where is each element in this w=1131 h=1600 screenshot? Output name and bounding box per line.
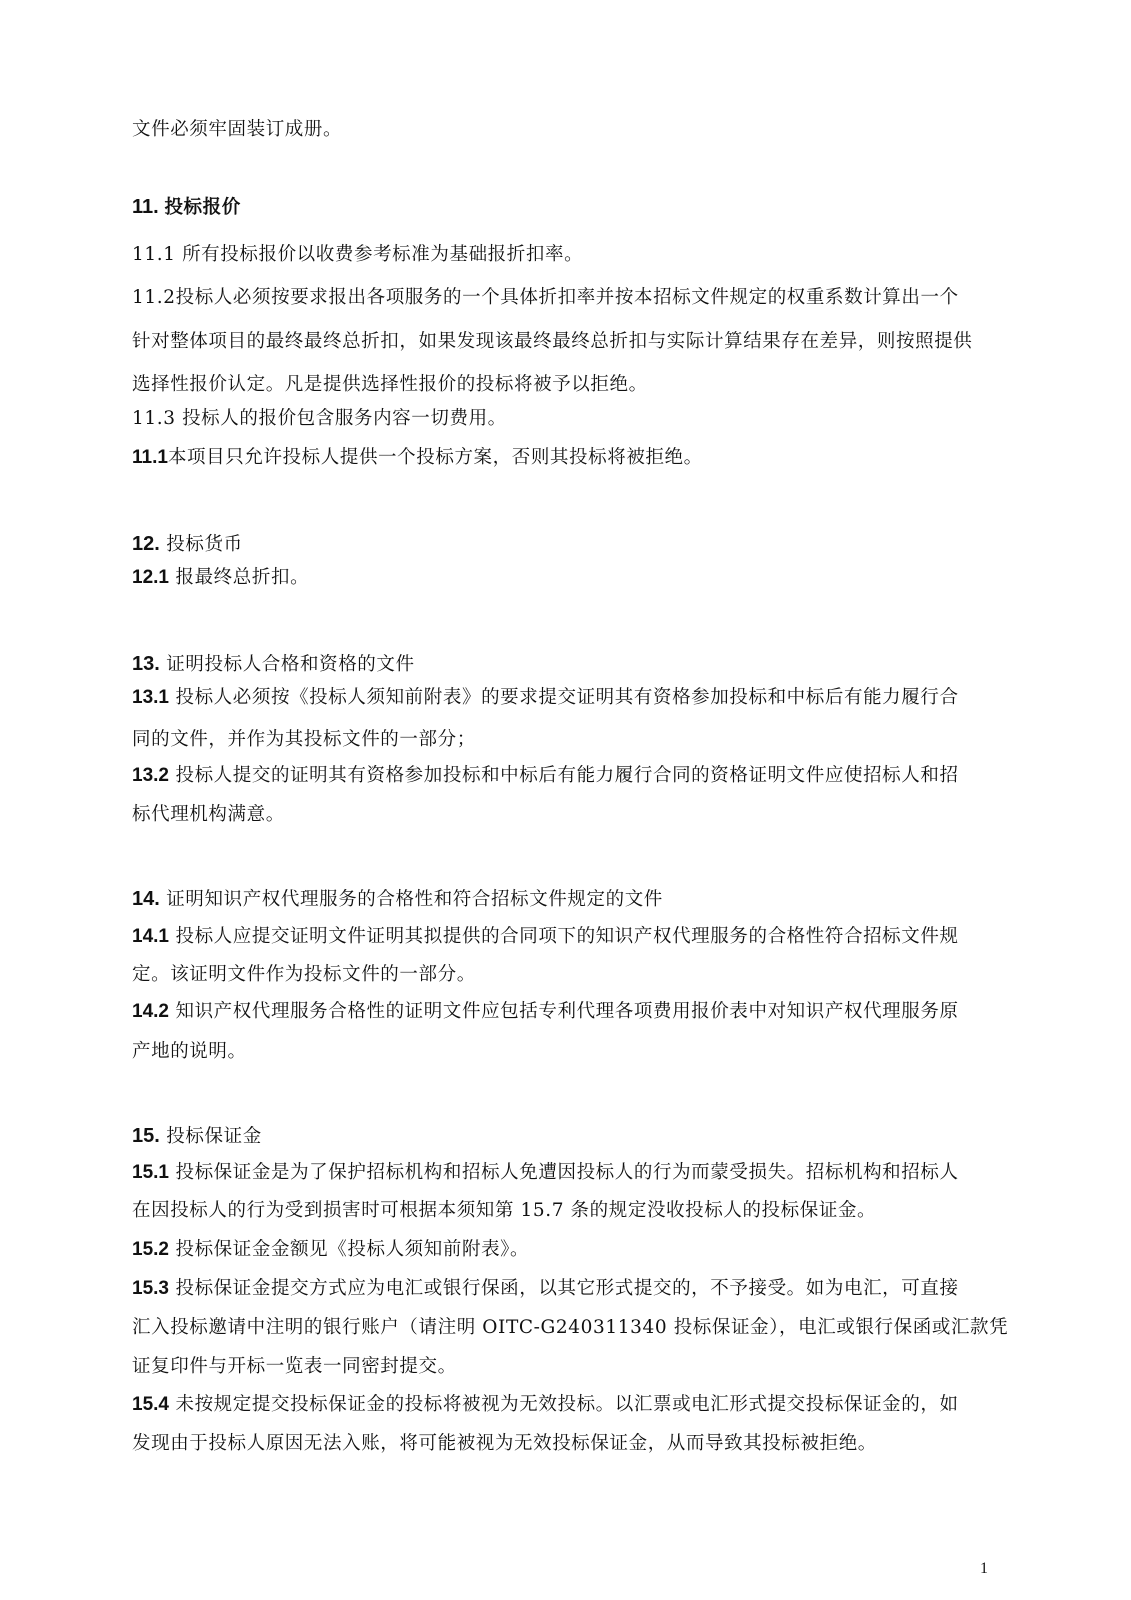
- clause-line: 13.1 投标人必须按《投标人须知前附表》的要求提交证明其有资格参加投标和中标后有能力履行合: [132, 687, 959, 708]
- text-line: 标代理机构满意。: [132, 804, 285, 825]
- clause-line: 14.2 知识产权代理服务合格性的证明文件应包括专利代理各项费用报价表中对知识产权代理服务原: [132, 1001, 959, 1022]
- page-number: 1: [980, 1560, 988, 1577]
- text-line: 文件必须牢固装订成册。: [132, 119, 343, 140]
- text-line: 证复印件与开标一览表一同密封提交。: [132, 1356, 457, 1377]
- clause-line: 15.4 未按规定提交投标保证金的投标将被视为无效投标。以汇票或电汇形式提交投标保证金的，如: [132, 1394, 959, 1415]
- text-line: 11.3 投标人的报价包含服务内容一切费用。: [132, 408, 507, 429]
- text-line: 选择性报价认定。凡是提供选择性报价的投标将被予以拒绝。: [132, 374, 648, 395]
- section-heading-11: 11. 投标报价: [132, 196, 241, 218]
- clause-line: 12.1 报最终总折扣。: [132, 567, 310, 588]
- text-line: 同的文件，并作为其投标文件的一部分；: [132, 729, 476, 750]
- clause-line: 11.1本项目只允许投标人提供一个投标方案，否则其投标将被拒绝。: [132, 447, 703, 468]
- text-line: 11.1 所有投标报价以收费参考标准为基础报折扣率。: [132, 244, 584, 265]
- text-line: 汇入投标邀请中注明的银行账户（请注明 OITC-G240311340 投标保证金），电汇或银行保函或汇款凭: [132, 1317, 1009, 1338]
- text-line: 定。该证明文件作为投标文件的一部分。: [132, 964, 476, 985]
- section-heading-13: 13. 证明投标人合格和资格的文件: [132, 653, 415, 675]
- section-heading-12: 12. 投标货币: [132, 533, 243, 555]
- text-line: 11.2投标人必须按要求报出各项服务的一个具体折扣率并按本招标文件规定的权重系数计算出一个: [132, 287, 959, 308]
- clause-line: 15.3 投标保证金提交方式应为电汇或银行保函，以其它形式提交的，不予接受。如为电汇，可直接: [132, 1278, 959, 1299]
- clause-line: 15.1 投标保证金是为了保护招标机构和招标人免遭因投标人的行为而蒙受损失。招标机构和招标人: [132, 1162, 959, 1183]
- clause-line: 13.2 投标人提交的证明其有资格参加投标和中标后有能力履行合同的资格证明文件应使招标人和招: [132, 765, 959, 786]
- text-line: 发现由于投标人原因无法入账，将可能被视为无效投标保证金，从而导致其投标被拒绝。: [132, 1433, 877, 1454]
- clause-line: 15.2 投标保证金金额见《投标人须知前附表》。: [132, 1239, 530, 1260]
- text-line: 针对整体项目的最终最终总折扣，如果发现该最终最终总折扣与实际计算结果存在差异，则按照提供: [132, 331, 973, 352]
- text-line: 在因投标人的行为受到损害时可根据本须知第 15.7 条的规定没收投标人的投标保证金。: [132, 1200, 877, 1221]
- text-line: 产地的说明。: [132, 1041, 247, 1062]
- section-heading-14: 14. 证明知识产权代理服务的合格性和符合招标文件规定的文件: [132, 888, 663, 910]
- section-heading-15: 15. 投标保证金: [132, 1125, 262, 1147]
- clause-line: 14.1 投标人应提交证明文件证明其拟提供的合同项下的知识产权代理服务的合格性符合招标文件规: [132, 926, 959, 947]
